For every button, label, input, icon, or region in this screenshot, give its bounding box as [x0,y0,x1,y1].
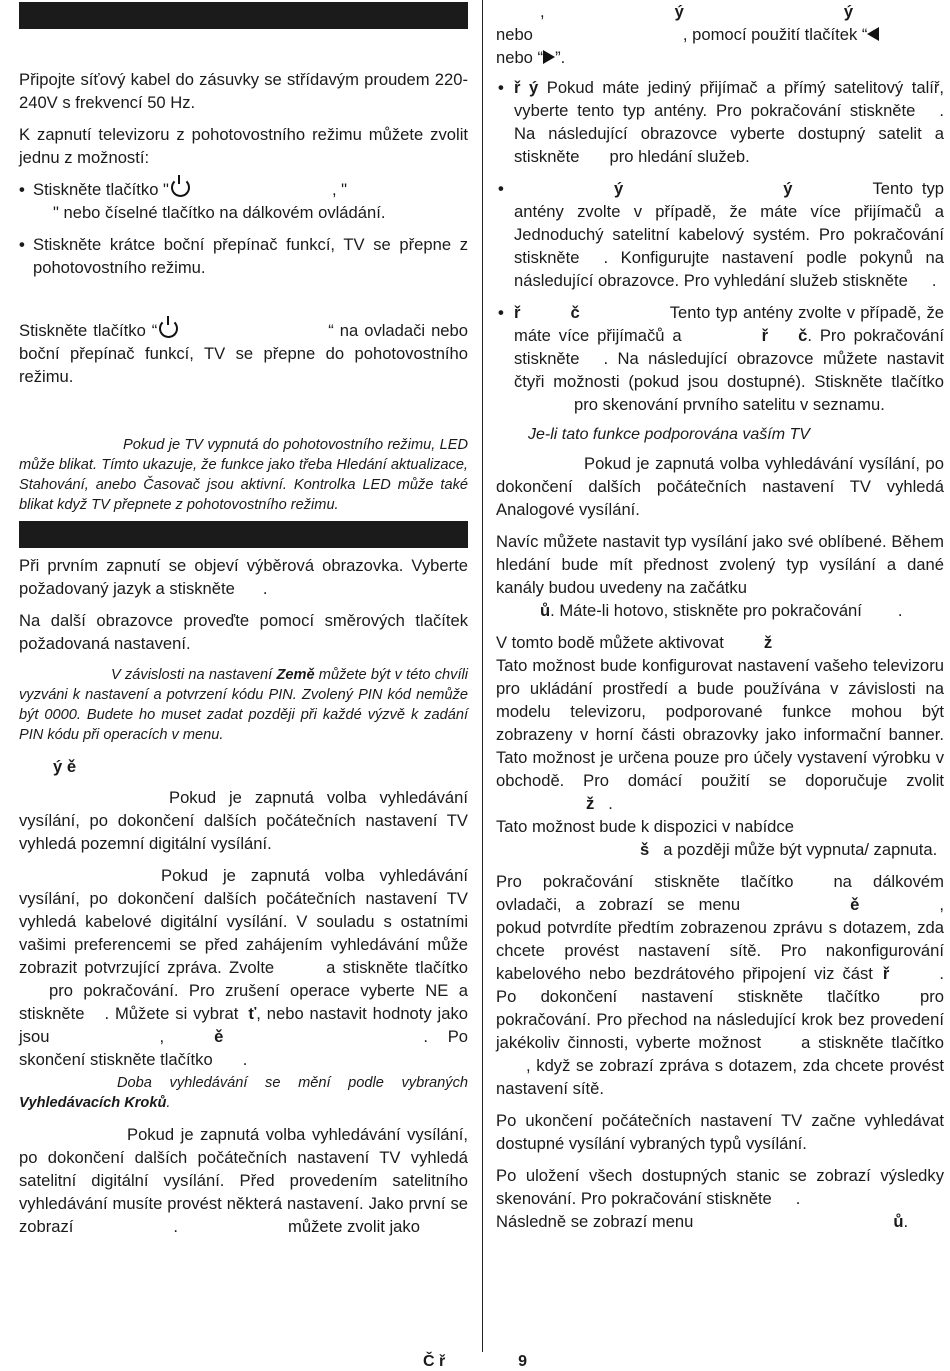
paragraph-standby-intro: K zapnutí televizoru z pohotovostního režimu můžete zvolit jednu z možností: [19,125,468,167]
paragraph-after-settings: Po ukončení počátečních nastavení TV začne vyhledávat dostupné vysílání vybraných typů vysílání. [496,1111,944,1153]
power-icon [159,319,178,338]
standby-options-list [19,178,468,279]
paragraph-next-screen: Na další obrazovce proveďte pomocí směrových tlačítek požadovaná nastavení. [19,611,468,653]
page-number: 9 [518,1353,528,1370]
paragraph-switch-off: Stiskněte tlačítko “ “ na ovladači nebo boční přepínač funkcí, TV se přepne do pohotovostního režimu. [19,321,468,386]
note-search-time: Doba vyhledávání se mění podle vybraných Vyhledávacích Kroků. [19,1075,468,1111]
note-function-supported: Je-li tato funkce podporována vaším TV [528,426,810,443]
right-column [496,0,944,1233]
list-item: • ý ý Tento typ antény zvolte v případě, že máte více přijímačů a Jednoduchý satelitní kabelový systém. Pro pokračování stiskněte . Konfigurujte nastavení podle pokynů na následující obrazovce. Pro vyhledání služeb stiskněte . [496,177,944,292]
paragraph-scan-results: Po uložení všech dostupných stanic se zobrazí výsledky skenování. Pro pokračování stiskněte . Následně se zobrazí menu ů. [496,1166,944,1231]
list-item: • ř ý Pokud máte jediný přijímač a přímý satelitový talíř, vyberte tento typ antény. Pro pokračování stiskněte . Na následující obrazovce vyberte dostupný satelit a stiskněte pro hledání služeb. [496,76,944,168]
power-icon [171,178,190,197]
column-divider [482,0,483,1352]
list-item: • Stiskněte krátce boční přepínač funkcí, TV se přepne z pohotovostního režimu. [19,233,468,279]
list-item: • ř č Tento typ antény zvolte v případě, že máte více přijímačů a ř č. Pro pokračování stiskněte . Na následující obrazovce můžete nastavit čtyři možnosti (pokud jsou dostupné). Stiskněte tlačítkopro skenování prvního satelitu v seznamu. [496,301,944,416]
note-led-blink: Pokud je TV vypnutá do pohotovostního režimu, LED může blikat. Tímto ukazuje, že funkce jako třeba Hledání aktualizace, Stahování, anebo Časovač jsou aktivní. Kontrolka LED může také blikat když TV přepnete z pohotovostního režimu. [19,437,468,513]
paragraph-antenna-search: Pokud je zapnutá volba vyhledávání vysílání, po dokončení dalších počátečních nastavení TV vyhledá pozemní digitální vysílání. [19,788,468,853]
left-column [19,0,468,1238]
list-item: • Stiskněte tlačítko " , " " nebo číselné tlačítko na dálkovém ovládání. [19,178,468,224]
paragraph-antenna-type-top: , ý ý nebo , pomocí použití tlačítek “ nebo “ ”. [496,0,944,69]
section-header-bar-first-install [19,521,468,548]
paragraph-power-connect: Připojte síťový kabel do zásuvky se střídavým proudem 220-240V s frekvencí 50 Hz. [19,70,468,112]
paragraph-network-settings: Pro pokračování stiskněte tlačítko na dálkovém ovladači, a zobrazí se menu ě , pokud potvrdíte předtím zobrazenou zprávu s dotazem, zda chcete provést nastavení sítě. Pro nakonfigurování kabelového nebo bezdrátového připojení viz část ř . Po dokončení nastavení stiskněte tlačítko pro pokračování. Pro přechod na následující krok bez provedení jakékoliv činnosti, vyberte možnost a stiskněte tlačítko, když se zobrazí zpráva s dotazem, zda chcete provést nastavení sítě. [496,872,944,1098]
paragraph-first-on: Při prvním zapnutí se objeví výběrová obrazovka. Vyberte požadovaný jazyk a stiskněte . [19,556,468,598]
paragraph-store-mode: V tomto bodě můžete aktivovat ž Tato možnost bude konfigurovat nastavení vašeho televizoru pro ukládání prostředí a bude používána v závislosti na modelu televizoru, podporované funkce mohou být zobrazeny v horní části obrazovky jako informační banner. Tato možnost je určena pouze pro účely vystavení výrobku v obchodě. Pro domácí použití se doporučuje zvolitž . Tato možnost bude k dispozici v nabídce š a později může být vypnuta/ zapnuta. [496,633,944,859]
section-header-bar-power [19,2,468,29]
arrow-right-icon [543,50,555,64]
heading-initial-settings: ý ě [53,757,77,776]
page-footer [0,1352,950,1371]
antenna-type-list [496,76,944,416]
arrow-left-icon [867,27,879,41]
paragraph-cable-search: Pokud je zapnutá volba vyhledávání vysílání, po dokončení dalších počátečních nastavení TV vyhledá kabelové digitální vysílání. V souladu s ostatními vašimi preferencemi se před zahájením vyhledávání může zobrazit potvrzující zpráva. Zvolte a stiskněte tlačítkopro pokračování. Pro zrušení operace vyberte NE a stiskněte . Můžete si vybrat ť, nebo nastavit hodnoty jako jsou , ě . Po skončení stiskněte tlačítko . [19,866,468,1069]
paragraph-satellite-search: Pokud je zapnutá volba vyhledávání vysílání, po dokončení dalších počátečních nastavení TV vyhledá satelitní digitální vysílání. Před provedením satelitního vyhledávání musíte provést některá nastavení. Jako první se zobrazí . můžete zvolit jako [19,1125,468,1236]
note-pin: V závislosti na nastavení Země můžete být v této chvíli vyzváni k nastavení a potvrzení kódu PIN. Zvolený PIN kód nemůže být 0000. Budete ho muset zadat později při každé výzvě k zadání PIN kódu při operacích v menu. [19,667,468,743]
paragraph-favorite-type: Navíc můžete nastavit typ vysílání jako své oblíbené. Během hledání bude mít přednost zvolený typ vysílání a dané kanály budou uvedeny na začátku ů. Máte-li hotovo, stiskněte pro pokračování . [496,532,944,620]
footer-language-label: Č ř [422,1353,446,1370]
paragraph-analog-search: Pokud je zapnutá volba vyhledávání vysílání, po dokončení dalších počátečních nastavení TV vyhledá Analogové vysílání. [496,454,944,519]
